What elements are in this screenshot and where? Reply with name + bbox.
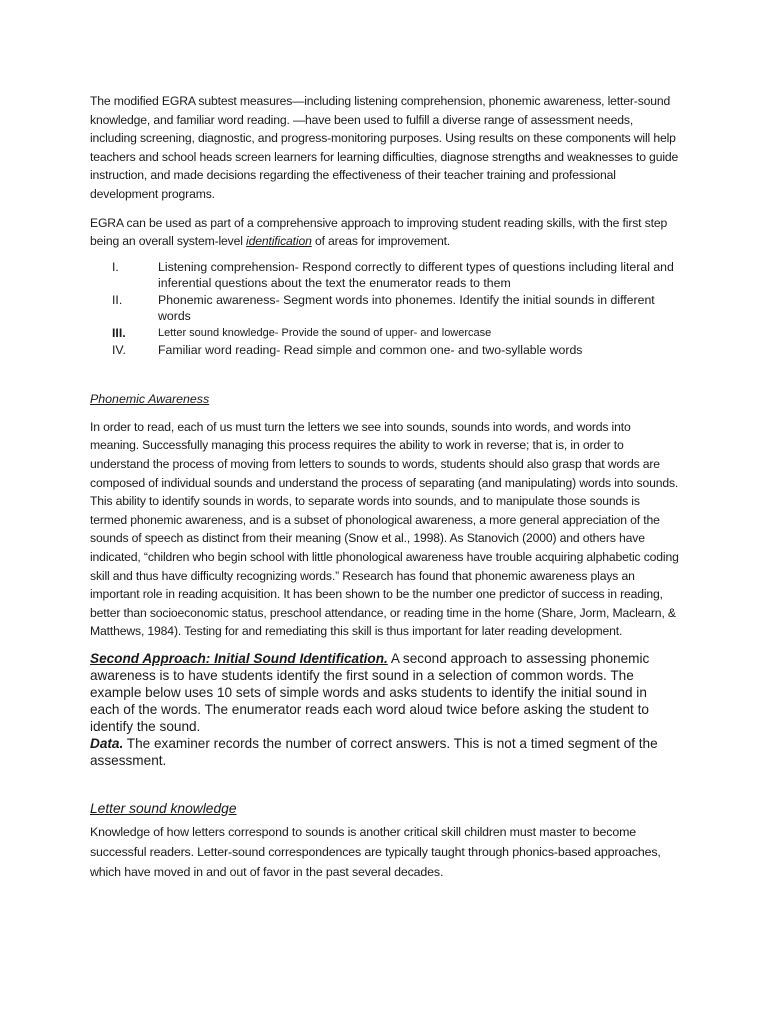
list-item [112,259,680,291]
second-approach-text: A second approach to assessing phonemic awareness is to have students identify the first sound in a selection of common words. The example below uses 10 sets of simple words and asks students to identify the initial sound in each of the words. The enumerator reads each word aloud twice before asking the student to identify the sound. [90,650,650,734]
list-item [112,342,680,358]
document-page [90,92,680,882]
list-numeral: IV. [112,342,126,357]
data-label: Data. [90,735,124,751]
list-text: Phonemic awareness- Segment words into phonemes. Identify the initial sounds in different words [158,292,655,323]
second-approach-title: Second Approach: Initial Sound Identification. [90,650,388,666]
list-text: Letter sound knowledge- Provide the sound of upper- and lowercase [158,326,492,339]
data-text: The examiner records the number of correct answers. This is not a timed segment of the assessment. [90,735,658,768]
list-numeral: II. [112,292,123,307]
list-text: Familiar word reading- Read simple and common one- and two-syllable words [158,342,583,357]
second-approach-paragraph [90,650,680,735]
egra-text-before: EGRA can be used as part of a comprehensive approach to improving student reading skills, with the first step being an overall system-level [90,215,668,249]
egra-paragraph [90,214,680,251]
phonemic-awareness-heading: Phonemic Awareness [90,391,210,406]
list-item [112,325,680,341]
phonemic-awareness-paragraph: In order to read, each of us must turn the letters we see into sounds, sounds into words, and words into meaning. Successfully managing this process requires the ability to work in reverse; that is, in order to understand the process of moving from letters to sounds to words, students should also grasp that words are composed of individual sounds and understand the process of separating (and manipulating) words into sounds. This ability to identify sounds in words, to separate words into sounds, and to manipulate those sounds is termed phonemic awareness, and is a subset of phonological awareness, a more general appreciation of the sounds of speech as distinct from their meaning (Snow et al., 1998). As Stanovich (2000) and others have indicated, “children who begin school with little phonological awareness have trouble acquiring alphabetic coding skill and thus have difficulty recognizing words.” Research has found that phonemic awareness plays an important role in reading acquisition. It has been shown to be the number one predictor of success in reading, better than socioeconomic status, preschool attendance, or reading time in the home (Share, Jorm, Maclearn, & Matthews, 1984). Testing for and remediating this skill is thus important for later reading development. [90,419,679,639]
list-item [112,292,680,324]
list-numeral: I. [112,259,119,274]
data-paragraph [90,735,680,769]
intro-paragraph: The modified EGRA subtest measures—including listening comprehension, phonemic awareness, letter-sound knowledge, and familiar word reading. —have been used to fulfill a diverse range of assessment needs, including screening, diagnostic, and progress-monitoring purposes. Using results on these components will help teachers and school heads screen learners for learning difficulties, diagnose strengths and weaknesses to guide instruction, and made decisions regarding the effectiveness of their teacher training and professional development programs. [90,94,679,201]
letter-sound-knowledge-paragraph: Knowledge of how letters correspond to sounds is another critical skill children must master to become successful readers. Letter-sound correspondences are typically taught through phonics-based approaches, which have moved in and out of favor in the past several decades. [90,824,661,879]
list-text: Listening comprehension- Respond correctly to different types of questions including literal and inferential questions about the text the enumerator reads to them [158,259,674,290]
identification-term: identification [246,234,312,249]
egra-text-after: of areas for improvement. [311,234,451,249]
subtest-list [112,259,680,358]
letter-sound-knowledge-heading: Letter sound knowledge [90,800,237,816]
list-numeral: III. [112,325,126,340]
